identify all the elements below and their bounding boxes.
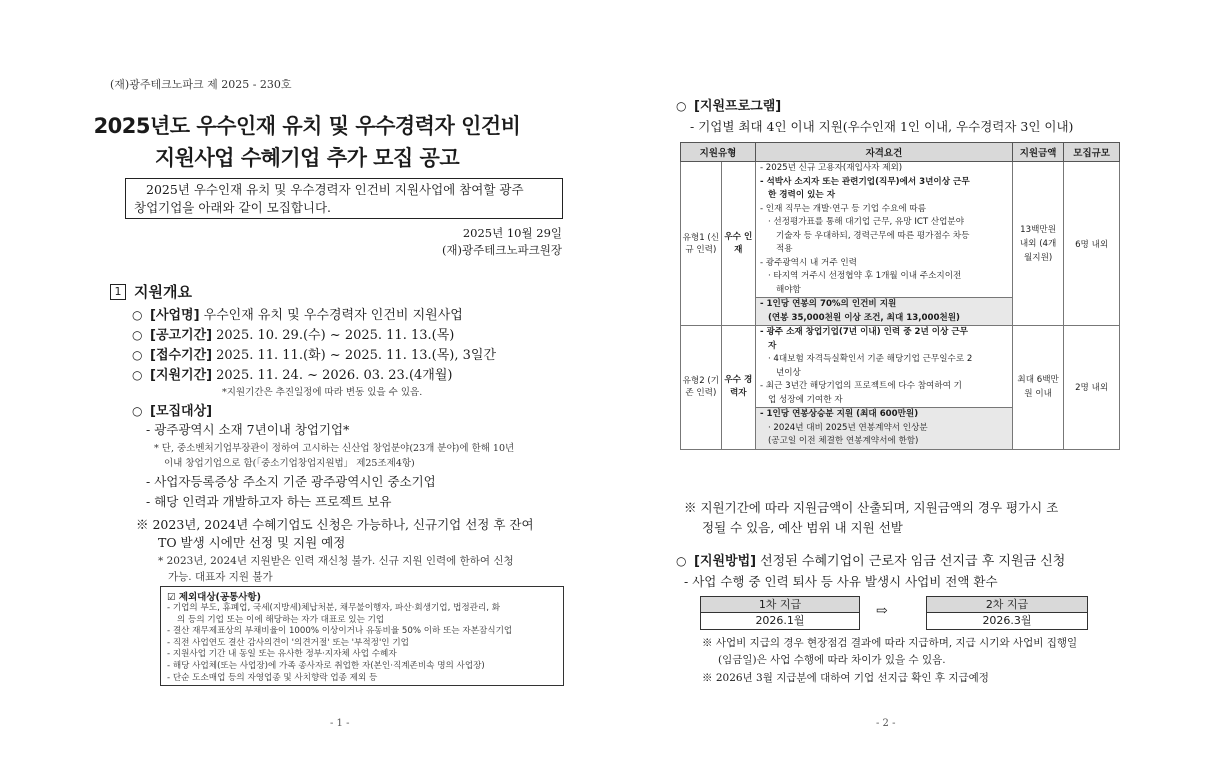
recruit-line-1: - 광주광역시 소재 7년이내 창업기업* (146, 422, 350, 437)
circle-bullet-icon: ○ (132, 368, 143, 382)
exclusion-item: 의 등의 기업 또는 이에 해당하는 자가 대표로 있는 기업 (177, 614, 385, 625)
type2-requirements: - 광주 소재 창업기업(7년 이내) 인력 중 2년 이상 근무 자 · 4대보험 자격득실확인서 기준 해당기업 근무일수로 2 년이상 - 최근 3년간 해당기업의 프로젝트에 다수 참여하여 기 업 성장에 기여한 자 - 1인당 연봉상승분 지원 (최대 600만원) · 2024년 대비 2025년 연봉계약서 인상분 (공고일 이전 체결한 연봉계약서에 한함) (755, 326, 1012, 450)
exclusion-item: - 직전 사업연도 결산 감사의견이 '의견거절' 또는 '부적정'인 기업 (167, 637, 409, 648)
intro-box (125, 178, 563, 219)
exclusion-item: - 단순 도소매업 등의 자영업종 및 사치향락 업종 제외 등 (167, 672, 378, 683)
type1-scale: 6명 내외 (1064, 162, 1120, 326)
page-number: - 2 - (876, 718, 896, 729)
arrow-right-icon: ⇨ (876, 603, 888, 619)
header-scale: 모집규모 (1064, 143, 1120, 162)
table-row (681, 326, 1120, 450)
recruit-line-3: - 해당 인력과 개발하고자 하는 프로젝트 보유 (146, 494, 392, 509)
pay-note-1-line-2: (임금일)은 사업 수행에 따라 차이가 있을 수 있음. (718, 654, 946, 666)
pay-note-1-line-1: ※ 사업비 지급의 경우 현장점검 결과에 따라 지급하며, 지급 시기와 사업비 집행일 (702, 637, 1078, 649)
exclusion-item: - 지원사업 기간 내 동일 또는 유사한 정부·지자체 사업 수혜자 (167, 649, 397, 660)
intro-line-2: 창업기업을 아래와 같이 모집합니다. (134, 200, 332, 215)
circle-bullet-icon: ○ (132, 348, 143, 362)
section-number: 1 (110, 284, 126, 300)
payment-box-2 (926, 596, 1088, 630)
star-note-line-1: * 2023년, 2024년 지원받은 인력 재신청 불가. 신규 지원 인력에 한하여 신청 (158, 555, 514, 567)
page-number: - 1 - (330, 718, 350, 729)
exclusion-item: - 기업의 부도, 휴폐업, 국세(지방세)체납처분, 채무불이행자, 파산·회생기업, 법정관리, 화 (167, 603, 501, 613)
exclusion-box (160, 586, 564, 686)
table-note-line-1: ※ 지원기간에 따라 지원금액이 산출되며, 지원금액의 경우 평가시 조 (684, 500, 1059, 515)
support-period-note: *지원기간은 추진일정에 따라 변동 있을 수 있음. (222, 387, 423, 398)
exclusion-item: - 결산 재무제표상의 부채비율이 1000% 이상이거나 유동비율 50% 이하 또는 자본잠식기업 (167, 626, 513, 637)
circle-bullet-icon: ○ (676, 99, 687, 113)
circle-bullet-icon: ○ (132, 328, 143, 342)
type2-amount: 최대 6백만원 이내 (1012, 326, 1063, 450)
header-type: 지원유형 (681, 143, 756, 162)
mark-note-line-1: ※ 2023년, 2024년 수혜기업도 신청은 가능하나, 신규기업 선정 후 잔여 (136, 517, 534, 532)
intro-line-1: 2025년 우수인재 유치 및 우수경력자 인건비 지원사업에 참여할 광주 (146, 182, 524, 197)
mark-note-line-2: TO 발생 시에만 선정 및 지원 예정 (158, 535, 346, 550)
title-line-2: 지원사업 수혜기업 추가 모집 공고 (154, 146, 460, 170)
method-line-2: - 사업 수행 중 인력 퇴사 등 사유 발생시 사업비 전액 환수 (684, 574, 998, 589)
payment-1-label: 1차 지급 (701, 597, 859, 613)
section-title: 지원개요 (134, 283, 192, 301)
circle-bullet-icon: ○ (676, 554, 687, 568)
recruit-note-1: * 단, 중소벤처기업부장관이 정하여 고시하는 신산업 창업분야(23개 분야)에 한해 10년 (154, 443, 515, 454)
document-number: (재)광주테크노파크 제 2025 - 230호 (110, 78, 292, 91)
header-amount: 지원금액 (1012, 143, 1063, 162)
payment-1-date: 2026.1월 (755, 614, 805, 627)
method-heading: ○ [지원방법] 선정된 수혜기업이 근로자 임금 선지급 후 지원금 신청 (676, 554, 1066, 569)
exclusion-title: ☑ 제외대상(공통사항) (167, 592, 261, 603)
support-type-table (680, 142, 1120, 450)
payment-2-date: 2026.3월 (982, 614, 1032, 627)
item-notice-period: ○ [공고기간] 2025. 10. 29.(수) ~ 2025. 11. 13.(목) (132, 328, 455, 343)
recruit-line-2: - 사업자등록증상 주소지 기준 광주광역시인 중소기업 (146, 474, 436, 489)
table-row (681, 162, 1120, 326)
type1-requirements: - 2025년 신규 고용자(재입사자 제외) - 석박사 소지자 또는 관련기업(직무)에서 3년이상 근무 한 경력이 있는 자 - 인재 직무는 개발·연구 등 기업 수요에 따름 · 선정평가표를 통해 대기업 근무, 유망 ICT 산업분야 기술자 등 우대하되, 경력근무에 따른 평가점수 차등 적용 - 광주광역시 내 거주 인력 · 타지역 거주시 선정협약 후 1개월 이내 주소지이전 해야함 - 1인당 연봉의 70%의 인건비 지원 (연봉 35,000천원 이상 조건, 최대 13,000천원) (755, 162, 1012, 326)
item-application-period: ○ [접수기간] 2025. 11. 11.(화) ~ 2025. 11. 13.(목), 3일간 (132, 348, 496, 363)
star-note-line-2: 가능. 대표자 지원 불가 (168, 571, 273, 583)
exclusion-item: - 해당 사업체(또는 사업장)에 가족 종사자로 취업한 자(본인·직계존비속 명의 사업장) (167, 660, 485, 671)
section-heading (110, 281, 192, 302)
program-line: - 기업별 최대 4인 이내 지원(우수인재 1인 이내, 우수경력자 3인 이내) (690, 119, 1074, 134)
header-requirements: 자격요건 (755, 143, 1012, 162)
item-support-period: ○ [지원기간] 2025. 11. 24. ~ 2026. 03. 23.(4개월) (132, 368, 453, 383)
pay-note-2: ※ 2026년 3월 지급분에 대하여 기업 선지급 확인 후 지급예정 (702, 672, 989, 684)
type1-sub: 우수 인재 (721, 162, 755, 326)
announcement-date: 2025년 10월 29일 (462, 226, 562, 240)
item-business-name: ○ [사업명] 우수인재 유치 및 우수경력자 인건비 지원사업 (132, 308, 463, 323)
issuer: (재)광주테크노파크원장 (441, 243, 562, 257)
type2-sub: 우수 경력자 (721, 326, 755, 450)
payment-2-label: 2차 지급 (927, 597, 1087, 613)
type1-label: 유형1 (신규 인력) (681, 162, 722, 326)
type2-scale: 2명 내외 (1064, 326, 1120, 450)
title-line-1: 2025년도 우수인재 유치 및 우수경력자 인건비 (93, 114, 521, 138)
circle-bullet-icon: ○ (132, 404, 143, 418)
table-header-row (681, 143, 1120, 162)
type1-amount: 13백만원 내외 (4개월지원) (1012, 162, 1063, 326)
program-heading: ○ [지원프로그램] (676, 99, 782, 114)
table-note-line-2: 정될 수 있음, 예산 범위 내 지원 선발 (702, 520, 903, 535)
payment-box-1 (700, 596, 860, 630)
circle-bullet-icon: ○ (132, 308, 143, 322)
recruit-heading: ○ [모집대상] (132, 404, 213, 419)
type2-label: 유형2 (기존 인력) (681, 326, 722, 450)
recruit-note-2: 이내 창업기업으로 함(「중소기업창업지원법」 제25조제4항) (164, 458, 415, 469)
page-2 (614, 0, 1228, 768)
